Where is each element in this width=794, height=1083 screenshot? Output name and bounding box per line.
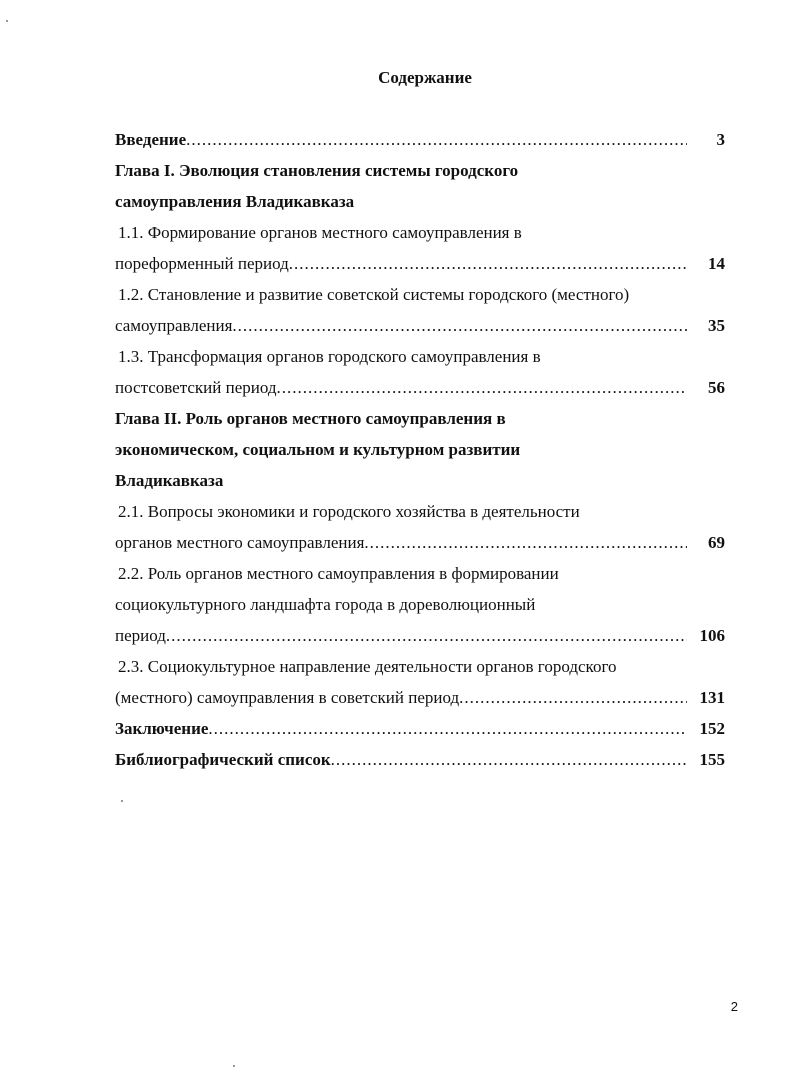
toc-section-2-1-title: 2.1. Вопросы экономики и городского хозяйства в деятельности <box>118 502 580 521</box>
toc-section-2-2-title-cont: социокультурного ландшафта города в дореволюционный <box>115 595 536 614</box>
toc-page-number: 3 <box>716 130 725 149</box>
toc-page-number: 155 <box>699 750 725 769</box>
toc-section-2-3-title: 2.3. Социокультурное направление деятельности органов городского <box>118 657 617 676</box>
toc-chapter-2-title: Глава II. Роль органов местного самоуправления в <box>115 409 506 428</box>
toc-page-number: 106 <box>699 626 725 645</box>
toc-entry-text: период <box>115 626 166 645</box>
toc-entry-text: (местного) самоуправления в советский период <box>115 688 460 707</box>
leader-dots <box>277 372 687 403</box>
toc-entry-section-1-1 <box>115 248 725 279</box>
scan-speck <box>121 800 123 802</box>
toc-entry-text: Библиографический список <box>115 750 331 769</box>
toc-chapter-1-title: Глава I. Эволюция становления системы городского <box>115 161 519 180</box>
toc-entry-section-2-1 <box>115 527 725 558</box>
toc-page-number: 152 <box>699 719 725 738</box>
toc-entry-bibliography <box>115 744 725 775</box>
page-number: 2 <box>730 999 738 1014</box>
toc-section-1-1-title: 1.1. Формирование органов местного самоуправления в <box>118 223 522 242</box>
toc-chapter-1-title-cont: самоуправления Владикавказа <box>115 192 355 211</box>
toc-entry-text: органов местного самоуправления <box>115 533 365 552</box>
toc-entry-section-1-2 <box>115 310 725 341</box>
leader-dots <box>166 620 687 651</box>
toc-page-number: 56 <box>708 378 725 397</box>
toc-page-number: 35 <box>708 316 725 335</box>
toc-entry-introduction <box>115 124 725 155</box>
toc-page-number: 14 <box>708 254 725 273</box>
toc-entry-section-2-2 <box>115 620 725 651</box>
scan-speck <box>6 20 8 22</box>
toc-section-1-3-title: 1.3. Трансформация органов городского самоуправления в <box>118 347 541 366</box>
toc-page-number: 69 <box>708 533 725 552</box>
page-title: Содержание <box>378 68 472 87</box>
toc-entry-section-2-3 <box>115 682 725 713</box>
toc-page-number: 131 <box>699 688 725 707</box>
leader-dots <box>289 248 687 279</box>
toc-entry-conclusion <box>115 713 725 744</box>
scan-speck <box>233 1065 235 1067</box>
toc-entry-section-1-3 <box>115 372 725 403</box>
leader-dots <box>459 682 687 713</box>
table-of-contents <box>115 124 725 775</box>
toc-entry-text: постсоветский период <box>115 378 277 397</box>
leader-dots <box>232 310 687 341</box>
toc-section-2-2-title: 2.2. Роль органов местного самоуправления в формировании <box>118 564 559 583</box>
leader-dots <box>208 713 687 744</box>
toc-entry-text: Заключение <box>115 719 209 738</box>
leader-dots <box>364 527 687 558</box>
leader-dots <box>331 744 687 775</box>
toc-entry-text: пореформенный период <box>115 254 289 273</box>
toc-chapter-2-title-cont2: Владикавказа <box>115 471 224 490</box>
toc-chapter-2-title-cont: экономическом, социальном и культурном развитии <box>115 440 521 459</box>
toc-entry-text: самоуправления <box>115 316 233 335</box>
leader-dots <box>186 124 687 155</box>
toc-section-1-2-title: 1.2. Становление и развитие советской системы городского (местного) <box>118 285 630 304</box>
toc-entry-text: Введение <box>115 130 187 149</box>
